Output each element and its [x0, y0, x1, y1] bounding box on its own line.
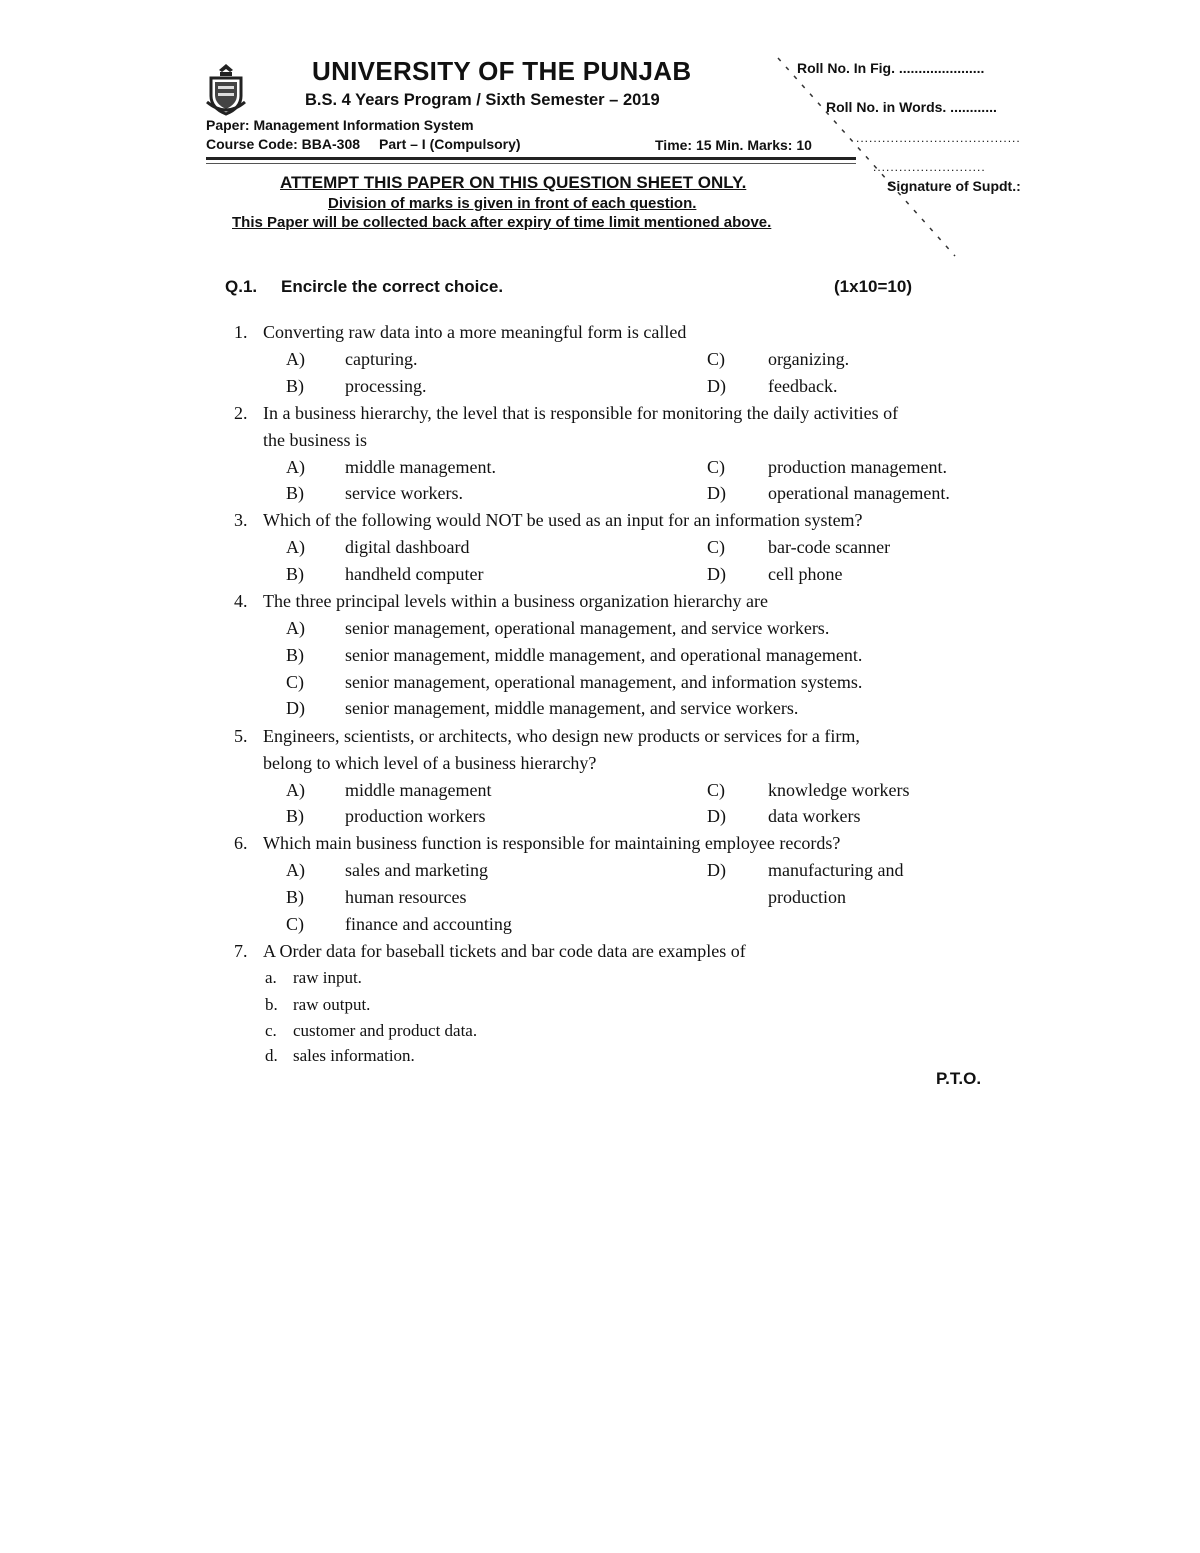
- program-subtitle: B.S. 4 Years Program / Sixth Semester – 2019: [305, 91, 660, 109]
- header-divider-thin: [206, 163, 856, 164]
- instruction-collection: This Paper will be collected back after expiry of time limit mentioned above.: [232, 214, 772, 231]
- section-marks: (1x10=10): [834, 277, 912, 296]
- superintendent-signature-label: Signature of Supdt.:: [887, 178, 1021, 194]
- option-key: D): [707, 376, 726, 396]
- option-text: customer and product data.: [293, 1021, 478, 1040]
- signature-dotted-line: ..........................: [873, 160, 986, 174]
- option-key: D): [286, 698, 305, 718]
- paper-part: Part – I (Compulsory): [379, 136, 521, 152]
- option-key: a.: [265, 968, 277, 987]
- option-key: D): [707, 860, 726, 880]
- roll-number-figures: Roll No. In Fig. ......................: [797, 60, 985, 76]
- option-key: C): [707, 349, 725, 369]
- paper-name: Paper: Management Information System: [206, 117, 474, 133]
- option-text-continued: production: [768, 887, 846, 907]
- option-text: sales and marketing: [345, 860, 488, 880]
- question-text-continued: the business is: [263, 430, 368, 450]
- option-text: organizing.: [768, 349, 850, 369]
- question-number: 4.: [234, 591, 248, 611]
- university-crest-icon: [203, 62, 249, 116]
- question-text: A Order data for baseball tickets and bar code data are examples of: [263, 941, 746, 961]
- question-number: 3.: [234, 510, 248, 530]
- header-divider: [206, 157, 856, 160]
- option-text: finance and accounting: [345, 914, 512, 934]
- option-text: human resources: [345, 887, 467, 907]
- option-key: B): [286, 483, 304, 503]
- question-number: 1.: [234, 322, 248, 342]
- question-number: 6.: [234, 833, 248, 853]
- option-key: c.: [265, 1021, 277, 1040]
- option-text: knowledge workers: [768, 780, 910, 800]
- option-text: senior management, operational management, and service workers.: [345, 618, 830, 638]
- time-and-marks: Time: 15 Min. Marks: 10: [655, 137, 812, 153]
- option-text: data workers: [768, 806, 861, 826]
- option-text: processing.: [345, 376, 427, 396]
- question-text: Converting raw data into a more meaningful form is called: [263, 322, 687, 342]
- option-text: handheld computer: [345, 564, 484, 584]
- option-key: A): [286, 349, 305, 369]
- question-number: 2.: [234, 403, 248, 423]
- option-text: middle management: [345, 780, 492, 800]
- question-text: Engineers, scientists, or architects, who design new products or services for a firm,: [263, 726, 860, 746]
- option-text: capturing.: [345, 349, 418, 369]
- option-key: A): [286, 537, 305, 557]
- question-text: Which of the following would NOT be used as an input for an information system?: [263, 510, 863, 530]
- option-key: A): [286, 860, 305, 880]
- option-text: feedback.: [768, 376, 838, 396]
- option-text: manufacturing and: [768, 860, 904, 880]
- option-key: D): [707, 806, 726, 826]
- roll-words-dotted-line: ......................................: [856, 131, 1021, 145]
- instruction-marks-division: Division of marks is given in front of each question.: [328, 195, 697, 212]
- question-text: Which main business function is responsible for maintaining employee records?: [263, 833, 841, 853]
- option-text: senior management, middle management, and service workers.: [345, 698, 799, 718]
- question-number: 5.: [234, 726, 248, 746]
- option-text: middle management.: [345, 457, 496, 477]
- option-key: b.: [265, 995, 278, 1014]
- option-key: B): [286, 564, 304, 584]
- university-title: UNIVERSITY OF THE PUNJAB: [312, 56, 692, 86]
- question-text: The three principal levels within a business organization hierarchy are: [263, 591, 768, 611]
- option-text: senior management, operational management, and information systems.: [345, 672, 863, 692]
- option-key: A): [286, 780, 305, 800]
- option-key: C): [286, 672, 304, 692]
- option-text: raw output.: [293, 995, 371, 1014]
- option-text: sales information.: [293, 1046, 415, 1065]
- question-number: 7.: [234, 941, 248, 961]
- roll-number-words: Roll No. in Words. ............: [826, 99, 997, 115]
- option-text: bar-code scanner: [768, 537, 891, 557]
- option-key: C): [707, 780, 725, 800]
- option-text: senior management, middle management, and operational management.: [345, 645, 863, 665]
- question-text: In a business hierarchy, the level that is responsible for monitoring the daily activities of: [263, 403, 899, 423]
- roll-box-diagonal-line: [770, 56, 960, 261]
- option-key: C): [707, 457, 725, 477]
- option-key: A): [286, 618, 305, 638]
- option-key: B): [286, 645, 304, 665]
- question-text-continued: belong to which level of a business hierarchy?: [263, 753, 597, 773]
- instruction-attempt: ATTEMPT THIS PAPER ON THIS QUESTION SHEET ONLY.: [280, 173, 747, 192]
- option-text: cell phone: [768, 564, 843, 584]
- option-key: C): [286, 914, 304, 934]
- option-text: service workers.: [345, 483, 463, 503]
- option-key: B): [286, 806, 304, 826]
- option-key: C): [707, 537, 725, 557]
- option-key: D): [707, 564, 726, 584]
- option-text: production workers: [345, 806, 486, 826]
- section-label: Q.1.: [225, 277, 258, 296]
- option-key: A): [286, 457, 305, 477]
- section-title: Encircle the correct choice.: [281, 277, 504, 296]
- option-text: operational management.: [768, 483, 950, 503]
- option-key: B): [286, 887, 304, 907]
- option-text: production management.: [768, 457, 947, 477]
- please-turn-over: P.T.O.: [936, 1069, 982, 1088]
- option-key: D): [707, 483, 726, 503]
- course-code: Course Code: BBA-308: [206, 136, 361, 152]
- option-key: B): [286, 376, 304, 396]
- option-text: raw input.: [293, 968, 362, 987]
- option-text: digital dashboard: [345, 537, 470, 557]
- option-key: d.: [265, 1046, 278, 1065]
